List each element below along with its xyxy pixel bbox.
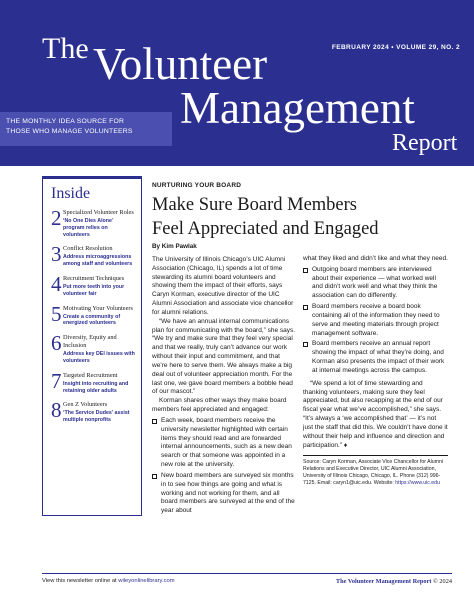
- checkbox-bullet-icon: [152, 474, 157, 479]
- bullet-item: [303, 340, 448, 375]
- tagline-line-2: THOSE WHO MANAGE VOLUNTEERS: [6, 128, 133, 136]
- toc-page-number: 2: [51, 206, 62, 230]
- bullet-item: [152, 472, 297, 516]
- title-the: The: [42, 32, 89, 65]
- tagline: [6, 117, 170, 137]
- toc-item[interactable]: [51, 272, 135, 298]
- checkbox-bullet-icon: [152, 419, 157, 424]
- footer-link[interactable]: wileyonlinelibrary.com: [118, 578, 175, 584]
- headline-line-1: Make Sure Board Members: [152, 195, 357, 215]
- inside-title: Inside: [51, 185, 91, 202]
- checkbox-bullet-icon: [303, 305, 308, 310]
- bullet-text: Each week, board members receive the university newsletter highlighted with certain items they should read and are forwarded internal announcements, such as a new dean search or that someone was appointed in a new role at the university.: [161, 416, 292, 469]
- footer-copyright: [336, 578, 452, 585]
- footer-rule: [42, 573, 452, 574]
- article-column-1: [152, 256, 297, 516]
- paragraph: “We have an annual internal communications plan for communicating with the board,” she says. “We try and make sure that they feel very special and that we really, truly can’t advance our work without their input and commitment, and that we’re here to serve them. We always make a big deal out of volunteer appreciation month. For the last one, we gave board members a bobble head of our mascot.”: [152, 317, 296, 396]
- toc-description: Address key DEI issues with volunteers: [63, 351, 135, 364]
- title-management: Management: [180, 83, 415, 133]
- toc-item[interactable]: [51, 242, 135, 268]
- toc-description: Put more teeth into your volunteer fair: [63, 283, 125, 297]
- tagline-band: [0, 112, 172, 146]
- masthead: [0, 0, 474, 166]
- toc-heading: Conflict Resolution: [63, 245, 113, 253]
- tagline-line-1: THE MONTHLY IDEA SOURCE FOR: [6, 118, 125, 125]
- toc-item[interactable]: [51, 368, 135, 395]
- source-note: [303, 455, 448, 487]
- toc-page-number: 6: [51, 331, 62, 356]
- toc-heading: Diversity, Equity and Inclusion: [63, 334, 117, 350]
- footer-text: View this newsletter online at: [42, 578, 117, 584]
- toc-page-number: 7: [51, 368, 62, 393]
- toc-item[interactable]: [51, 206, 135, 238]
- toc-heading: Motivating Your Volunteers: [63, 304, 133, 312]
- toc-description: ‘No One Dies Alone’ program relies on volunteers: [63, 217, 114, 238]
- article-column-2: [303, 255, 448, 487]
- toc-description: Create a community of energized volunteers: [63, 313, 121, 327]
- source-link[interactable]: https://www.uic.edu: [395, 480, 440, 487]
- bullet-text: Outgoing board members are interviewed about their experience — what worked well and didn’t work well and what they think the association can do differently.: [312, 265, 438, 300]
- title-volunteer: Volunteer: [93, 39, 268, 89]
- bullet-text: Board members receive an annual report showing the impact of what they’re doing, and Korman also presents the impact of their work at internal meetings across the campus.: [312, 340, 445, 374]
- section-kicker: NURTURING YOUR BOARD: [152, 182, 242, 189]
- byline: By Kim Pawlak: [152, 243, 197, 250]
- toc-heading: Recruitment Techniques: [63, 275, 125, 283]
- bullet-item: [303, 303, 448, 338]
- footer-online-note: [42, 578, 175, 584]
- toc-description: ‘The Service Dudes’ assist multiple nonprofits: [63, 410, 130, 424]
- title-report: Report: [392, 130, 458, 156]
- paragraph: The University of Illinois Chicago’s UIC Alumni Association (Chicago, IL) spends a lot of time stewarding its alumni board volunteers and showing them the impact of their efforts, says Caryn Korman, executive director of the UIC Alumni Association and associate vice chancellor for alumni relations.: [152, 256, 294, 316]
- toc-description: Address microaggressions among staff and volunteers: [63, 254, 133, 268]
- checkbox-bullet-icon: [303, 268, 308, 273]
- footer-copy: © 2024: [433, 578, 452, 585]
- bullet-text: Board members receive a board book containing all of the information they need to serve and meeting materials through project management software.: [312, 303, 440, 337]
- toc-item[interactable]: [51, 398, 135, 424]
- article-headline: [152, 193, 452, 241]
- toc-page-number: 3: [51, 242, 62, 267]
- issue-info: FEBRUARY 2024 • VOLUME 29, NO. 2: [331, 44, 460, 51]
- headline-line-2: Feel Appreciated and Engaged: [152, 219, 379, 240]
- checkbox-bullet-icon: [303, 342, 308, 347]
- footer-title: The Volunteer Management Report: [335, 578, 432, 585]
- paragraph: what they liked and didn’t like and what they need.: [303, 255, 448, 262]
- toc-heading: Specialized Volunteer Roles: [63, 209, 134, 216]
- bullet-text: New board members are surveyed six months in to see how things are going and what is working and not working for them, and all board members are surveyed at the end of the year about: [161, 471, 295, 515]
- inside-box: [42, 176, 142, 516]
- toc-item[interactable]: [51, 331, 135, 364]
- toc-page-number: 4: [51, 272, 62, 297]
- toc-page-number: 8: [51, 398, 62, 423]
- toc-description: Insight into recruiting and retaining older adults: [63, 380, 129, 394]
- paragraph: “We spend a lot of time stewarding and thanking volunteers, making sure they feel appreciated, but also recapping at the end of our fiscal year what we’ve accomplished,” she says. “It’s always a ‘we accomplished that’ — it’s not just the staff that did this. We couldn’t have done it without their help and influence and direction and participation.” ♦: [303, 379, 448, 449]
- toc-heading: Targeted Recruitment: [63, 371, 118, 379]
- toc-item[interactable]: [51, 301, 135, 328]
- bullet-item: [152, 417, 297, 470]
- paragraph: Korman shares other ways they make board members feel appreciated and engaged:: [152, 397, 287, 414]
- bullet-item: [303, 266, 448, 301]
- source-text: Source: Caryn Korman, Associate Vice Chancellor for Alumni Relations and Executive Director, UIC Alumni Association, University of Illinois Chicago, Chicago, IL. Phone (312) 996-7125. Email: caryn1@uic.edu. Website:: [303, 459, 444, 487]
- toc-heading: Gen Z Volunteers: [63, 401, 108, 409]
- toc-page-number: 5: [51, 301, 62, 326]
